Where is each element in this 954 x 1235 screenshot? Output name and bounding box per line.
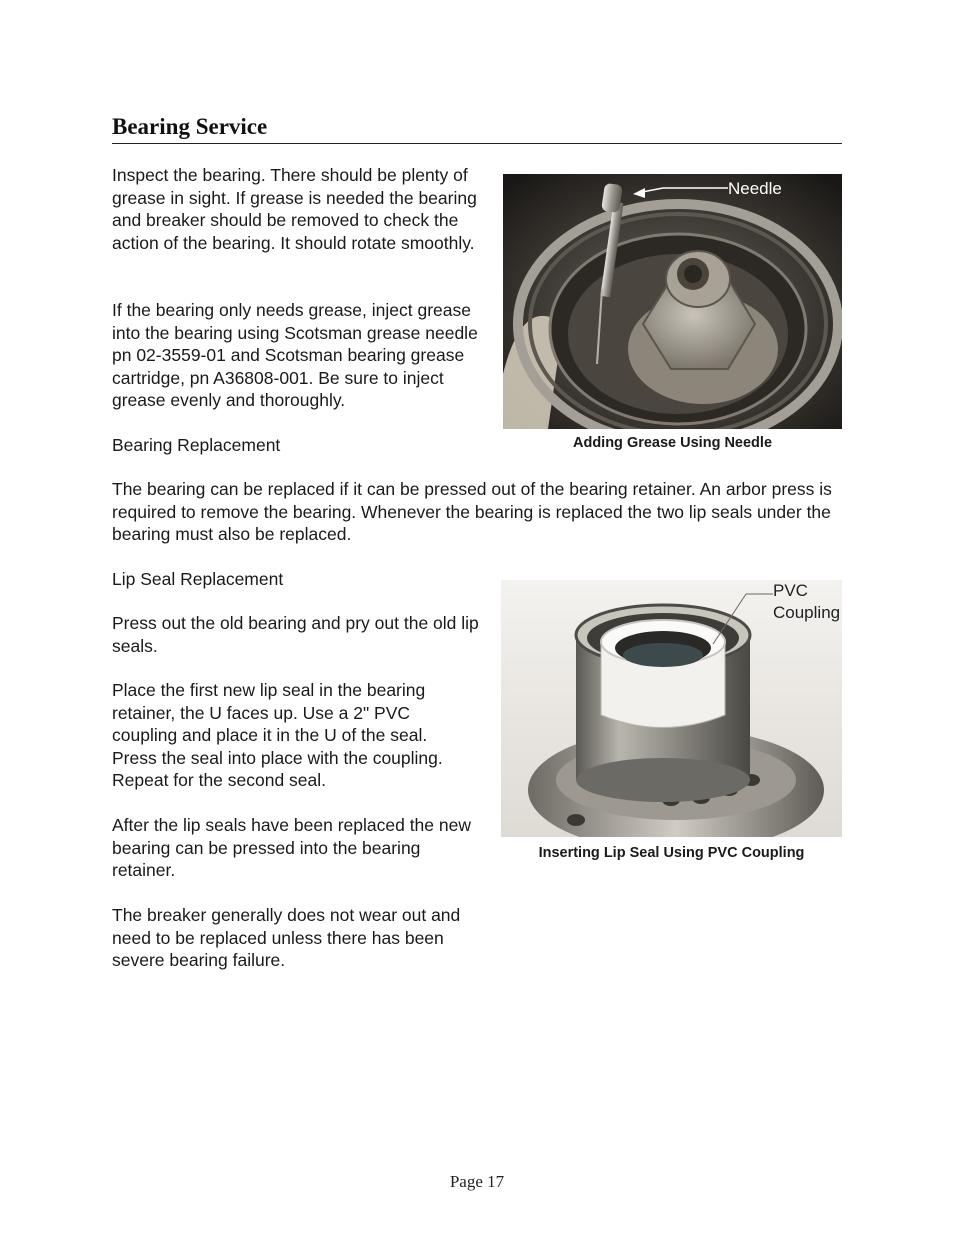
place-seal-paragraph: Place the first new lip seal in the bearing retainer, the U faces up. Use a 2" PVC coupling and place it in the U of the seal. Press the seal into place with the coupling. Repeat for the second seal. xyxy=(112,680,443,790)
press-out-paragraph: Press out the old bearing and pry out the old lip seals. xyxy=(112,613,479,656)
grease-needle-photo xyxy=(503,174,842,429)
page-number: Page 17 xyxy=(449,1172,505,1191)
after-seals-paragraph: After the lip seals have been replaced the new bearing can be pressed into the bearing retainer. xyxy=(112,815,471,880)
title-rule xyxy=(112,143,842,144)
needle-callout: Needle xyxy=(728,179,782,198)
inspect-paragraph: Inspect the bearing. There should be plenty of grease in sight. If grease is needed the bearing and breaker should be removed to check the action of the bearing. It should rotate smoothly. xyxy=(112,165,477,253)
bearing-replacement-paragraph: The bearing can be replaced if it can be pressed out of the bearing retainer. An arbor press is required to remove the bearing. Whenever the bearing is replaced the two lip seals under the bearing must also be replaced. xyxy=(112,479,832,544)
pvc-coupling-callout xyxy=(773,580,840,624)
pvc-callout-line2: Coupling xyxy=(773,603,841,622)
lip-seal-photo-caption: Inserting Lip Seal Using PVC Coupling xyxy=(538,845,805,861)
lip-seal-heading: Lip Seal Replacement xyxy=(112,569,284,589)
grease-photo-caption: Adding Grease Using Needle xyxy=(572,435,773,451)
lip-seal-photo xyxy=(501,580,842,837)
bearing-replacement-heading: Bearing Replacement xyxy=(112,435,281,455)
breaker-paragraph: The breaker generally does not wear out and need to be replaced unless there has been severe bearing failure. xyxy=(112,905,461,970)
grease-paragraph: If the bearing only needs grease, inject grease into the bearing using Scotsman grease needle pn 02-3559-01 and Scotsman bearing grease cartridge, pn A36808-001. Be sure to inject grease evenly and thoroughly. xyxy=(112,300,478,410)
grease-needle-illustration xyxy=(503,174,842,429)
section-title: Bearing Service xyxy=(112,114,268,139)
pvc-callout-line1: PVC xyxy=(773,581,808,600)
